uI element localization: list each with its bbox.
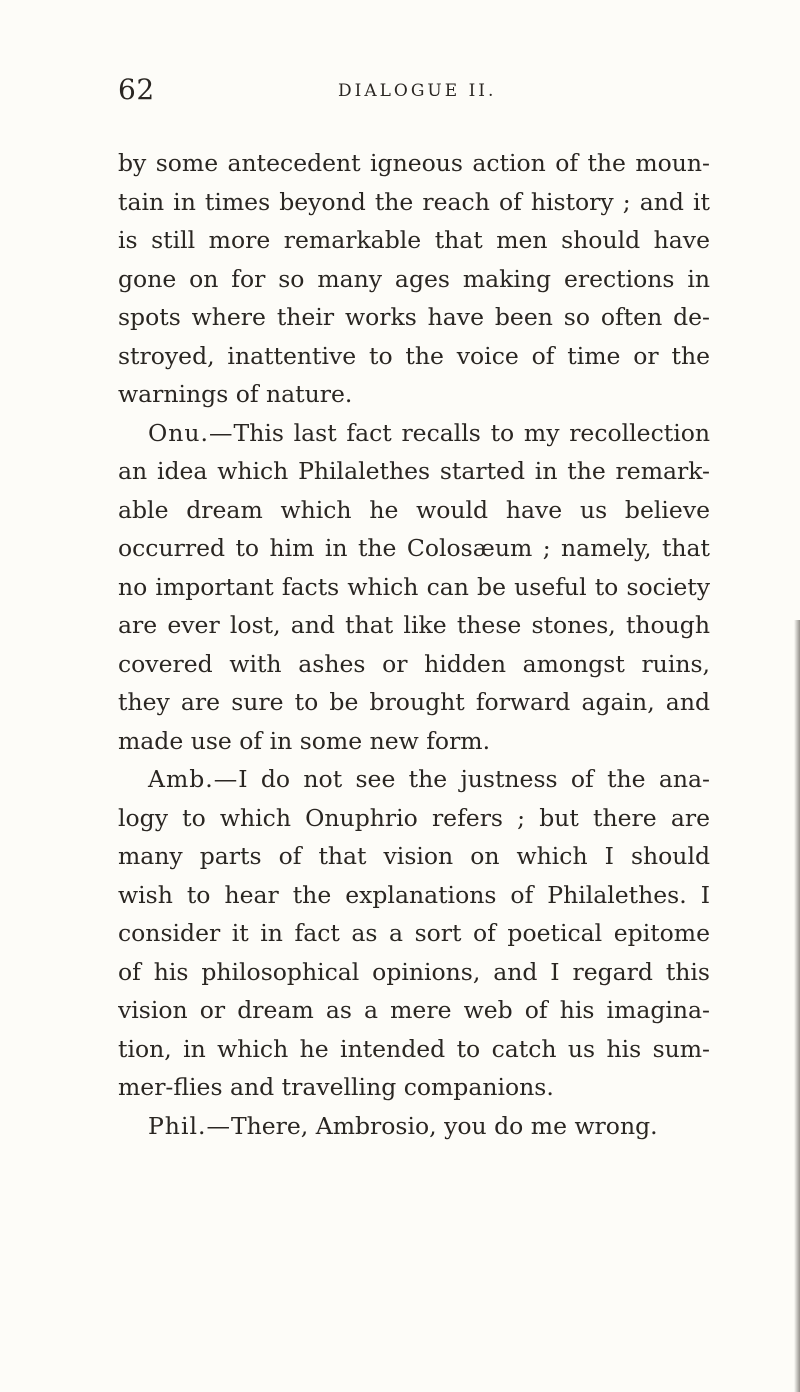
text-line: tion, in which he intended to catch us his sum- bbox=[118, 1034, 710, 1063]
text-line: spots where their works have been so often de- bbox=[118, 303, 710, 331]
text-line: many parts of that vision on which I should bbox=[118, 842, 710, 870]
text-line: made use of in some new form. bbox=[118, 726, 491, 755]
speech-text: I do not see the justness of the ana- bbox=[238, 765, 710, 793]
text-line: warnings of nature. bbox=[118, 380, 353, 408]
speech-line bbox=[118, 760, 710, 799]
text-line: mer-flies and travelling companions. bbox=[118, 1073, 554, 1101]
running-head: DIALOGUE II. bbox=[338, 81, 497, 101]
text-line: wish to hear the explanations of Philalethes. I bbox=[118, 880, 710, 909]
text-line: are ever lost, and that like these stones, though bbox=[118, 611, 710, 639]
text-line: by some antecedent igneous action of the moun- bbox=[118, 149, 710, 177]
text-line: vision or dream as a mere web of his imagina- bbox=[118, 996, 710, 1024]
text-line: covered with ashes or hidden amongst ruins, bbox=[118, 649, 710, 678]
text-line: logy to which Onuphrio refers ; but there are bbox=[118, 803, 710, 832]
page-edge-shadow bbox=[794, 620, 800, 1392]
text-line: no important facts which can be useful to society bbox=[118, 572, 710, 601]
text-line: of his philosophical opinions, and I regard this bbox=[118, 957, 710, 986]
text-line: an idea which Philalethes started in the remark- bbox=[118, 457, 710, 485]
text-line: is still more remarkable that men should have bbox=[118, 226, 710, 254]
speech-line bbox=[118, 1107, 710, 1146]
text-line: tain in times beyond the reach of history ; and it bbox=[118, 187, 710, 216]
speech-text: This last fact recalls to my recollection bbox=[233, 418, 710, 447]
text-line: able dream which he would have us believe bbox=[118, 495, 710, 524]
speaker-label: Onu.— bbox=[148, 418, 234, 447]
text-line: they are sure to be brought forward again, and bbox=[118, 688, 710, 716]
body-text bbox=[118, 144, 710, 1145]
speech-text: There, Ambrosio, you do me wrong. bbox=[230, 1111, 658, 1140]
speaker-label: Phil.— bbox=[148, 1111, 231, 1140]
text-line: gone on for so many ages making erections in bbox=[118, 264, 710, 293]
page-header bbox=[118, 72, 698, 112]
text-line: occurred to him in the Colosæum ; namely, that bbox=[118, 534, 710, 562]
speaker-label: Amb.— bbox=[148, 765, 239, 793]
text-line: consider it in fact as a sort of poetical epitome bbox=[118, 919, 710, 947]
page-number: 62 bbox=[118, 73, 155, 106]
speech-line bbox=[118, 414, 710, 453]
text-line: stroyed, inattentive to the voice of time or the bbox=[118, 341, 710, 370]
